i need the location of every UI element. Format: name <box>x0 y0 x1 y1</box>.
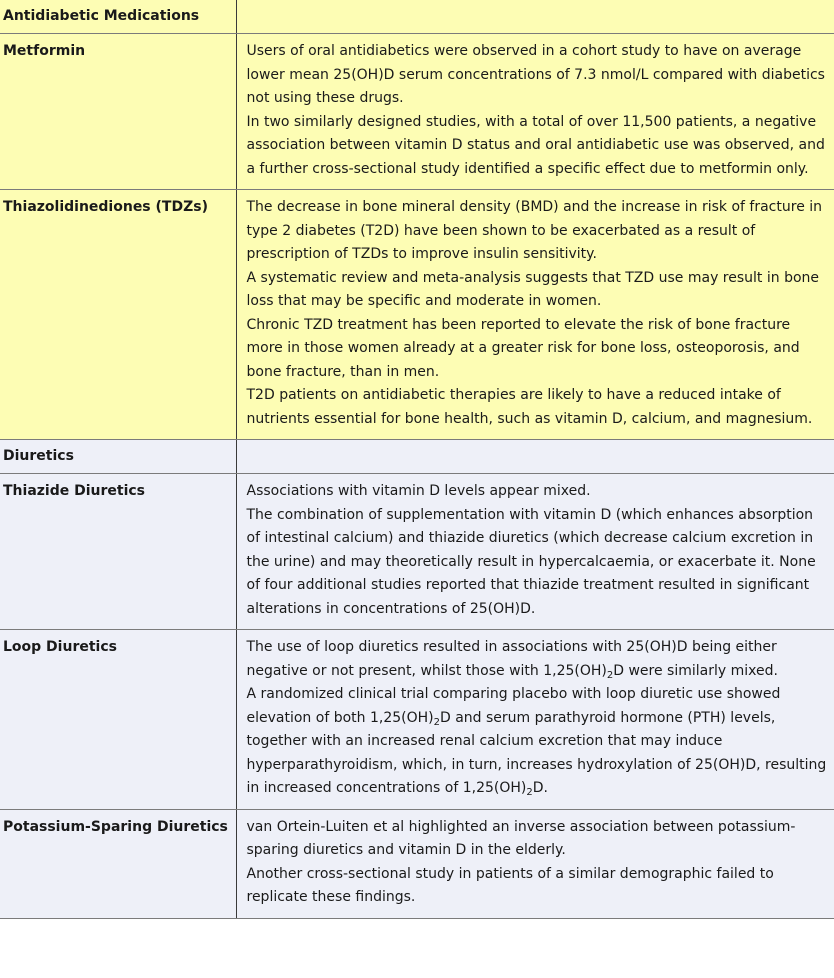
drug-description <box>236 474 834 630</box>
paragraph: Associations with vitamin D levels appear mixed. <box>246 483 591 499</box>
row-loop-diuretics <box>0 630 834 810</box>
section-header-antidiabetic <box>0 0 834 34</box>
empty-cell <box>236 0 834 34</box>
empty-cell <box>236 440 834 474</box>
row-thiazolidinediones <box>0 190 834 440</box>
row-metformin <box>0 34 834 190</box>
text-run: D. <box>532 780 548 796</box>
subscript: 2 <box>433 716 440 728</box>
text-run: D and serum parathyroid hormone (PTH) levels, together with an increased renal calcium excretion that may induce hyperparathyroidism, which, in turn, increases hydroxylation of 25(OH)D, resulting in increased concentrations of 1,25(OH) <box>246 709 827 796</box>
drug-description <box>236 34 834 190</box>
drug-name: Metformin <box>0 34 236 190</box>
text-run: The use of loop diuretics resulted in associations with 25(OH)D being either negative or not present, whilst those with 1,25(OH) <box>246 639 777 679</box>
drug-name: Thiazolidinediones (TDZs) <box>0 190 236 440</box>
subscript: 2 <box>606 669 614 681</box>
section-title: Diuretics <box>0 440 236 474</box>
text-run: A randomized clinical trial comparing placebo with loop diuretic use showed elevation of both 1,25(OH) <box>246 686 781 726</box>
text-run: D were similarly mixed. <box>613 662 778 679</box>
drug-description <box>236 809 834 918</box>
row-thiazide-diuretics <box>0 474 834 630</box>
drug-description <box>236 190 834 440</box>
drug-description <box>236 630 834 810</box>
paragraph: Another cross-sectional study in patients of a similar demographic failed to replicate these findings. <box>246 865 774 905</box>
paragraph <box>247 683 830 801</box>
paragraph: The combination of supplementation with vitamin D (which enhances absorption of intestinal calcium) and thiazide diuretics (which decrease calcium excretion in the urine) and may theoretically result in hypercalcaemia, or exacerbate it. None of four additional studies reported that thiazide treatment resulted in significant alterations in concentrations of 25(OH)D. <box>246 506 816 617</box>
paragraph: van Ortein-Luiten et al highlighted an inverse association between potassium-sparing diuretics and vitamin D in the elderly. <box>246 818 796 858</box>
paragraph <box>247 636 830 683</box>
subscript: 2 <box>526 787 533 798</box>
paragraph: In two similarly designed studies, with a total of over 11,500 patients, a negative association between vitamin D status and oral antidiabetic use was observed, and a further cross-sectional study identified a specific effect due to metformin only. <box>246 113 825 177</box>
drug-name: Loop Diuretics <box>0 630 236 810</box>
section-header-diuretics <box>0 440 834 474</box>
paragraph: Chronic TZD treatment has been reported to elevate the risk of bone fracture more in those women already at a greater risk for bone loss, osteoporosis, and bone fracture, than in men. <box>246 316 800 380</box>
drug-name: Potassium-Sparing Diuretics <box>0 809 236 918</box>
paragraph: The decrease in bone mineral density (BMD) and the increase in risk of fracture in type 2 diabetes (T2D) have been shown to be exacerbated as a result of prescription of TZDs to improve insulin sensitivity. <box>246 199 823 262</box>
paragraph: Users of oral antidiabetics were observed in a cohort study to have on average lower mean 25(OH)D serum concentrations of 7.3 nmol/L compared with diabetics not using these drugs. <box>246 43 825 106</box>
drug-name: Thiazide Diuretics <box>0 474 236 630</box>
row-potassium-sparing-diuretics <box>0 809 834 918</box>
paragraph: A systematic review and meta-analysis suggests that TZD use may result in bone loss that may be specific and moderate in women. <box>246 269 820 309</box>
section-title: Antidiabetic Medications <box>0 0 236 34</box>
paragraph: T2D patients on antidiabetic therapies are likely to have a reduced intake of nutrients essential for bone health, such as vitamin D, calcium, and magnesium. <box>246 387 813 427</box>
